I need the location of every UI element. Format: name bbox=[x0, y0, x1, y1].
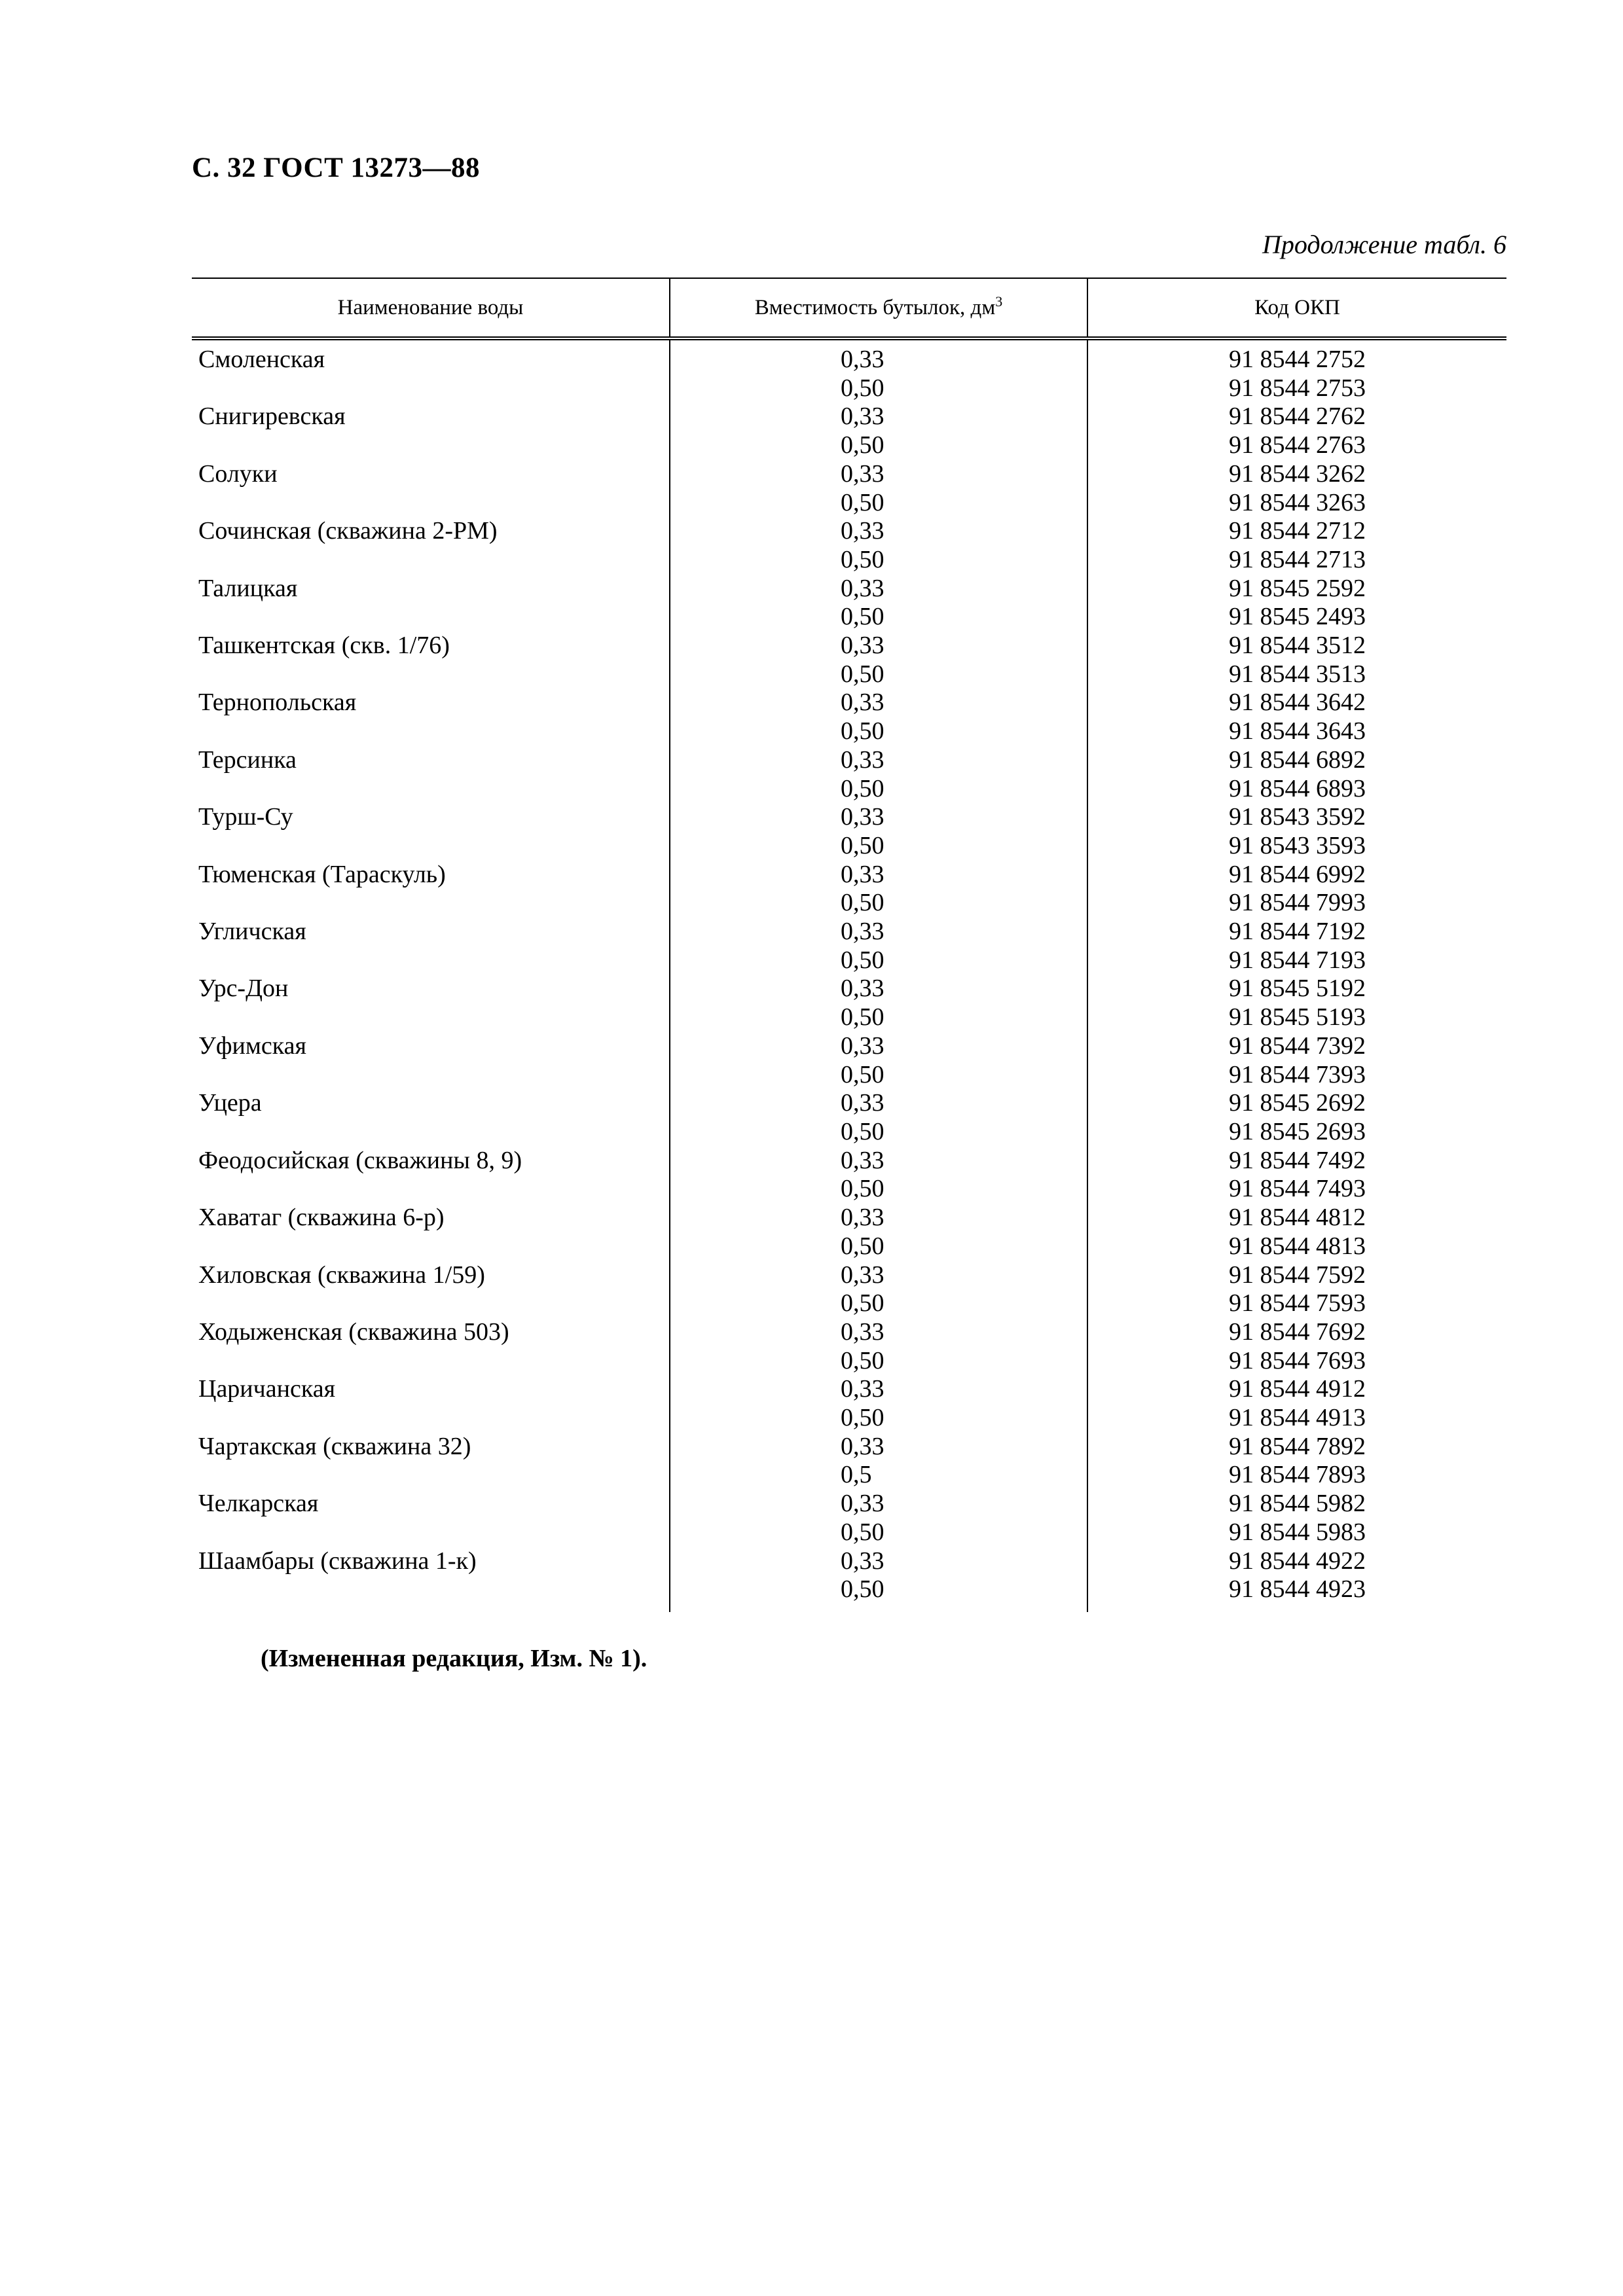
okp-code-cell: 91 8544 2762 bbox=[1087, 403, 1506, 431]
bottle-capacity-cell bbox=[670, 1003, 1087, 1032]
table-row bbox=[192, 861, 1506, 889]
table-row bbox=[192, 374, 1506, 403]
water-name-cell: Челкарская bbox=[198, 1490, 319, 1518]
water-name-cell: Турш-Су bbox=[198, 803, 293, 831]
water-name-cell bbox=[192, 660, 670, 689]
table-continuation-label: Продолжение табл. 6 bbox=[1262, 230, 1506, 259]
bottle-capacity-cell bbox=[670, 1547, 1087, 1576]
bottle-capacity-cell bbox=[670, 489, 1087, 518]
table-row bbox=[192, 689, 1506, 717]
okp-code-cell: 91 8544 7893 bbox=[1087, 1461, 1506, 1490]
table-row bbox=[192, 1147, 1506, 1175]
okp-code-cell: 91 8543 3593 bbox=[1087, 832, 1506, 861]
okp-code-cell: 91 8544 2753 bbox=[1087, 374, 1506, 403]
table-row bbox=[192, 1261, 1506, 1290]
okp-code-cell: 91 8544 6992 bbox=[1087, 861, 1506, 889]
bottle-capacity-value: 0,50 bbox=[841, 488, 884, 516]
bottle-capacity-value: 0,50 bbox=[841, 1232, 884, 1260]
okp-code-cell: 91 8544 7993 bbox=[1087, 889, 1506, 918]
water-name-cell: Талицкая bbox=[198, 574, 298, 602]
bottle-capacity-value: 0,50 bbox=[841, 1404, 884, 1432]
bottle-capacity-cell bbox=[670, 1433, 1087, 1462]
bottle-capacity-value: 0,50 bbox=[841, 889, 884, 917]
okp-code-cell: 91 8544 4913 bbox=[1087, 1404, 1506, 1433]
okp-code-cell: 91 8544 3642 bbox=[1087, 689, 1506, 717]
okp-code-cell: 91 8544 5983 bbox=[1087, 1518, 1506, 1547]
bottle-capacity-value: 0,33 bbox=[841, 1490, 884, 1518]
bottle-capacity-cell bbox=[670, 1147, 1087, 1175]
bottle-capacity-value: 0,50 bbox=[841, 1575, 884, 1604]
bottle-capacity-value: 0,33 bbox=[841, 689, 884, 717]
okp-code-cell: 91 8544 6892 bbox=[1087, 746, 1506, 775]
table-row bbox=[192, 431, 1506, 460]
okp-code-cell: 91 8544 7592 bbox=[1087, 1261, 1506, 1290]
okp-code-cell: 91 8545 2692 bbox=[1087, 1089, 1506, 1118]
okp-code-cell: 91 8544 7393 bbox=[1087, 1061, 1506, 1090]
table-row bbox=[192, 603, 1506, 632]
okp-code-cell: 91 8544 3262 bbox=[1087, 460, 1506, 489]
okp-code-cell: 91 8544 4813 bbox=[1087, 1232, 1506, 1261]
table-row bbox=[192, 918, 1506, 946]
bottle-capacity-value: 0,50 bbox=[841, 374, 884, 402]
water-name-cell: Угличская bbox=[198, 918, 306, 946]
water-name-cell bbox=[192, 1232, 670, 1261]
bottle-capacity-cell bbox=[670, 374, 1087, 403]
okp-code-cell: 91 8544 4923 bbox=[1087, 1575, 1506, 1612]
table-row bbox=[192, 1032, 1506, 1061]
amendment-note: (Измененная редакция, Изм. № 1). bbox=[261, 1645, 647, 1672]
bottle-capacity-cell bbox=[670, 403, 1087, 431]
table-row bbox=[192, 1404, 1506, 1433]
bottle-capacity-value: 0,50 bbox=[841, 717, 884, 745]
water-name-cell bbox=[192, 832, 670, 861]
column-header-capacity-exponent: 3 bbox=[995, 293, 1003, 310]
bottle-capacity-value: 0,50 bbox=[841, 1518, 884, 1546]
water-name-cell: Тюменская (Тараскуль) bbox=[198, 860, 446, 888]
bottle-capacity-value: 0,33 bbox=[841, 1146, 884, 1174]
bottle-capacity-cell bbox=[670, 746, 1087, 775]
water-name-cell bbox=[192, 1404, 670, 1433]
bottle-capacity-cell bbox=[670, 918, 1087, 946]
okp-code-cell: 91 8544 4912 bbox=[1087, 1375, 1506, 1404]
table-row bbox=[192, 1575, 1506, 1612]
okp-code-cell: 91 8544 3512 bbox=[1087, 632, 1506, 660]
water-name-cell: Тернопольская bbox=[198, 689, 357, 717]
okp-code-cell: 91 8544 7492 bbox=[1087, 1147, 1506, 1175]
table-row bbox=[192, 1232, 1506, 1261]
bottle-capacity-value: 0,33 bbox=[841, 632, 884, 660]
water-name-cell bbox=[192, 1347, 670, 1376]
bottle-capacity-value: 0,50 bbox=[841, 1003, 884, 1031]
bottle-capacity-cell bbox=[670, 1032, 1087, 1061]
bottle-capacity-value: 0,33 bbox=[841, 860, 884, 888]
water-name-cell bbox=[192, 717, 670, 746]
water-name-cell: Уфимская bbox=[198, 1031, 307, 1060]
okp-code-cell: 91 8544 7693 bbox=[1087, 1347, 1506, 1376]
water-name-cell: Терсинка bbox=[198, 745, 297, 774]
water-name-cell bbox=[192, 1003, 670, 1032]
water-name-cell: Сочинская (скважина 2-РМ) bbox=[198, 517, 498, 545]
table-body bbox=[192, 338, 1506, 1612]
bottle-capacity-value: 0,33 bbox=[841, 745, 884, 774]
bottle-capacity-cell bbox=[670, 861, 1087, 889]
okp-code-cell: 91 8544 7392 bbox=[1087, 1032, 1506, 1061]
table-row bbox=[192, 975, 1506, 1003]
okp-code-cell: 91 8544 2752 bbox=[1087, 338, 1506, 374]
bottle-capacity-cell bbox=[670, 1232, 1087, 1261]
bottle-capacity-value: 0,33 bbox=[841, 1547, 884, 1575]
water-name-cell bbox=[192, 1461, 670, 1490]
water-name-cell bbox=[192, 603, 670, 632]
bottle-capacity-cell bbox=[670, 338, 1087, 374]
table-row bbox=[192, 660, 1506, 689]
bottle-capacity-cell bbox=[670, 1575, 1087, 1612]
bottle-capacity-value: 0,33 bbox=[841, 403, 884, 431]
okp-code-cell: 91 8544 2763 bbox=[1087, 431, 1506, 460]
bottle-capacity-value: 0,33 bbox=[841, 459, 884, 488]
table-row bbox=[192, 1003, 1506, 1032]
okp-code-cell: 91 8544 4812 bbox=[1087, 1204, 1506, 1232]
bottle-capacity-cell bbox=[670, 575, 1087, 603]
okp-code-cell: 91 8544 7692 bbox=[1087, 1318, 1506, 1347]
water-name-cell bbox=[192, 1061, 670, 1090]
bottle-capacity-cell bbox=[670, 460, 1087, 489]
bottle-capacity-cell bbox=[670, 517, 1087, 546]
water-name-cell: Хаватаг (скважина 6-р) bbox=[198, 1204, 445, 1232]
okp-code-cell: 91 8544 2713 bbox=[1087, 546, 1506, 575]
water-name-cell bbox=[192, 546, 670, 575]
bottle-capacity-value: 0,33 bbox=[841, 1089, 884, 1117]
okp-code-cell: 91 8544 5982 bbox=[1087, 1490, 1506, 1518]
bottle-capacity-cell bbox=[670, 1375, 1087, 1404]
column-header-capacity bbox=[670, 278, 1087, 338]
bottle-capacity-cell bbox=[670, 632, 1087, 660]
table-row bbox=[192, 1347, 1506, 1376]
table-row bbox=[192, 403, 1506, 431]
column-header-name: Наименование воды bbox=[192, 278, 670, 338]
table-row bbox=[192, 1204, 1506, 1232]
water-name-cell bbox=[192, 374, 670, 403]
bottle-capacity-value: 0,33 bbox=[841, 346, 884, 373]
bottle-capacity-cell bbox=[670, 975, 1087, 1003]
table-row bbox=[192, 546, 1506, 575]
bottle-capacity-cell bbox=[670, 889, 1087, 918]
water-name-cell bbox=[192, 1175, 670, 1204]
bottle-capacity-value: 0,50 bbox=[841, 1289, 884, 1318]
bottle-capacity-value: 0,33 bbox=[841, 1031, 884, 1060]
bottle-capacity-value: 0,50 bbox=[841, 774, 884, 802]
bottle-capacity-value: 0,50 bbox=[841, 946, 884, 974]
table-row bbox=[192, 775, 1506, 804]
bottle-capacity-value: 0,50 bbox=[841, 831, 884, 859]
water-name-cell bbox=[192, 489, 670, 518]
bottle-capacity-cell bbox=[670, 689, 1087, 717]
bottle-capacity-value: 0,50 bbox=[841, 603, 884, 631]
table-row bbox=[192, 1118, 1506, 1147]
okp-code-cell: 91 8545 2693 bbox=[1087, 1118, 1506, 1147]
water-name-cell: Царичанская bbox=[198, 1375, 336, 1403]
okp-code-cell: 91 8544 6893 bbox=[1087, 775, 1506, 804]
okp-code-cell: 91 8545 5192 bbox=[1087, 975, 1506, 1003]
bottle-capacity-cell bbox=[670, 1404, 1087, 1433]
bottle-capacity-value: 0,50 bbox=[841, 431, 884, 459]
bottle-capacity-value: 0,33 bbox=[841, 1261, 884, 1289]
column-header-code: Код ОКП bbox=[1087, 278, 1506, 338]
water-name-cell bbox=[192, 1518, 670, 1547]
bottle-capacity-value: 0,50 bbox=[841, 660, 884, 688]
okp-code-cell: 91 8544 3513 bbox=[1087, 660, 1506, 689]
table-row bbox=[192, 460, 1506, 489]
bottle-capacity-value: 0,33 bbox=[841, 1204, 884, 1232]
water-name-cell: Уцера bbox=[198, 1089, 262, 1117]
table-row bbox=[192, 1461, 1506, 1490]
okp-code-cell: 91 8543 3592 bbox=[1087, 803, 1506, 832]
bottle-capacity-cell bbox=[670, 431, 1087, 460]
bottle-capacity-value: 0,33 bbox=[841, 517, 884, 545]
water-name-cell: Ташкентская (скв. 1/76) bbox=[198, 632, 450, 660]
okp-code-cell: 91 8544 2712 bbox=[1087, 517, 1506, 546]
bottle-capacity-value: 0,33 bbox=[841, 1375, 884, 1403]
water-name-cell bbox=[192, 1575, 670, 1612]
table-row bbox=[192, 1375, 1506, 1404]
bottle-capacity-cell bbox=[670, 1461, 1087, 1490]
okp-code-cell: 91 8544 7892 bbox=[1087, 1433, 1506, 1462]
bottle-capacity-cell bbox=[670, 1175, 1087, 1204]
table-row bbox=[192, 1175, 1506, 1204]
bottle-capacity-cell bbox=[670, 1490, 1087, 1518]
water-name-cell: Урс-Дон bbox=[198, 975, 289, 1003]
okp-code-cell: 91 8544 4922 bbox=[1087, 1547, 1506, 1576]
water-name-cell bbox=[192, 946, 670, 975]
okp-code-table bbox=[192, 278, 1506, 1612]
bottle-capacity-cell bbox=[670, 1318, 1087, 1347]
bottle-capacity-cell bbox=[670, 946, 1087, 975]
bottle-capacity-cell bbox=[670, 1518, 1087, 1547]
bottle-capacity-value: 0,33 bbox=[841, 918, 884, 946]
table-row bbox=[192, 517, 1506, 546]
page-header: С. 32 ГОСТ 13273—88 bbox=[192, 152, 481, 183]
column-header-capacity-text: Вместимость бутылок, дм bbox=[754, 295, 996, 319]
okp-code-cell: 91 8544 3263 bbox=[1087, 489, 1506, 518]
bottle-capacity-cell bbox=[670, 1089, 1087, 1118]
water-name-cell: Солуки bbox=[198, 459, 278, 488]
okp-code-cell: 91 8544 7192 bbox=[1087, 918, 1506, 946]
water-name-cell bbox=[192, 775, 670, 804]
table-row bbox=[192, 1289, 1506, 1318]
water-name-cell: Хиловская (скважина 1/59) bbox=[198, 1261, 485, 1289]
bottle-capacity-cell bbox=[670, 1347, 1087, 1376]
water-name-cell: Снигиревская bbox=[198, 403, 346, 431]
water-name-cell bbox=[192, 431, 670, 460]
bottle-capacity-cell bbox=[670, 1261, 1087, 1290]
bottle-capacity-value: 0,50 bbox=[841, 1060, 884, 1088]
bottle-capacity-value: 0,50 bbox=[841, 1346, 884, 1374]
water-name-cell: Ходыженская (скважина 503) bbox=[198, 1318, 509, 1346]
water-name-cell: Шаамбары (скважина 1-к) bbox=[198, 1547, 477, 1575]
table-row bbox=[192, 1490, 1506, 1518]
bottle-capacity-value: 0,33 bbox=[841, 1318, 884, 1346]
bottle-capacity-value: 0,33 bbox=[841, 574, 884, 602]
table-row bbox=[192, 832, 1506, 861]
bottle-capacity-cell bbox=[670, 775, 1087, 804]
bottle-capacity-value: 0,33 bbox=[841, 803, 884, 831]
bottle-capacity-value: 0,50 bbox=[841, 1117, 884, 1145]
water-name-cell: Смоленская bbox=[198, 346, 325, 373]
table-row bbox=[192, 1433, 1506, 1462]
okp-code-cell: 91 8544 3643 bbox=[1087, 717, 1506, 746]
table-row bbox=[192, 1089, 1506, 1118]
bottle-capacity-cell bbox=[670, 1118, 1087, 1147]
okp-code-cell: 91 8544 7593 bbox=[1087, 1289, 1506, 1318]
bottle-capacity-value: 0,33 bbox=[841, 975, 884, 1003]
table-row bbox=[192, 803, 1506, 832]
table-row bbox=[192, 717, 1506, 746]
table-row bbox=[192, 1547, 1506, 1576]
bottle-capacity-cell bbox=[670, 717, 1087, 746]
water-name-cell bbox=[192, 1118, 670, 1147]
okp-code-cell: 91 8545 5193 bbox=[1087, 1003, 1506, 1032]
table-row bbox=[192, 1318, 1506, 1347]
okp-code-cell: 91 8545 2493 bbox=[1087, 603, 1506, 632]
okp-code-cell: 91 8544 7193 bbox=[1087, 946, 1506, 975]
okp-code-cell: 91 8545 2592 bbox=[1087, 575, 1506, 603]
table-row bbox=[192, 632, 1506, 660]
table-row bbox=[192, 746, 1506, 775]
bottle-capacity-value: 0,33 bbox=[841, 1432, 884, 1460]
okp-code-cell: 91 8544 7493 bbox=[1087, 1175, 1506, 1204]
water-name-cell bbox=[192, 1289, 670, 1318]
table-row bbox=[192, 946, 1506, 975]
table-row bbox=[192, 1061, 1506, 1090]
water-name-cell: Феодосийская (скважины 8, 9) bbox=[198, 1146, 522, 1174]
bottle-capacity-value: 0,5 bbox=[841, 1461, 872, 1489]
bottle-capacity-value: 0,50 bbox=[841, 1175, 884, 1203]
table-row bbox=[192, 338, 1506, 374]
bottle-capacity-cell bbox=[670, 603, 1087, 632]
bottle-capacity-cell bbox=[670, 660, 1087, 689]
bottle-capacity-cell bbox=[670, 1204, 1087, 1232]
bottle-capacity-cell bbox=[670, 1061, 1087, 1090]
bottle-capacity-cell bbox=[670, 832, 1087, 861]
table-row bbox=[192, 575, 1506, 603]
water-name-cell: Чартакская (скважина 32) bbox=[198, 1432, 471, 1460]
table-row bbox=[192, 489, 1506, 518]
bottle-capacity-cell bbox=[670, 546, 1087, 575]
table-header-row bbox=[192, 278, 1506, 338]
water-name-cell bbox=[192, 889, 670, 918]
table-row bbox=[192, 1518, 1506, 1547]
table-row bbox=[192, 889, 1506, 918]
bottle-capacity-cell bbox=[670, 803, 1087, 832]
bottle-capacity-cell bbox=[670, 1289, 1087, 1318]
bottle-capacity-value: 0,50 bbox=[841, 545, 884, 573]
